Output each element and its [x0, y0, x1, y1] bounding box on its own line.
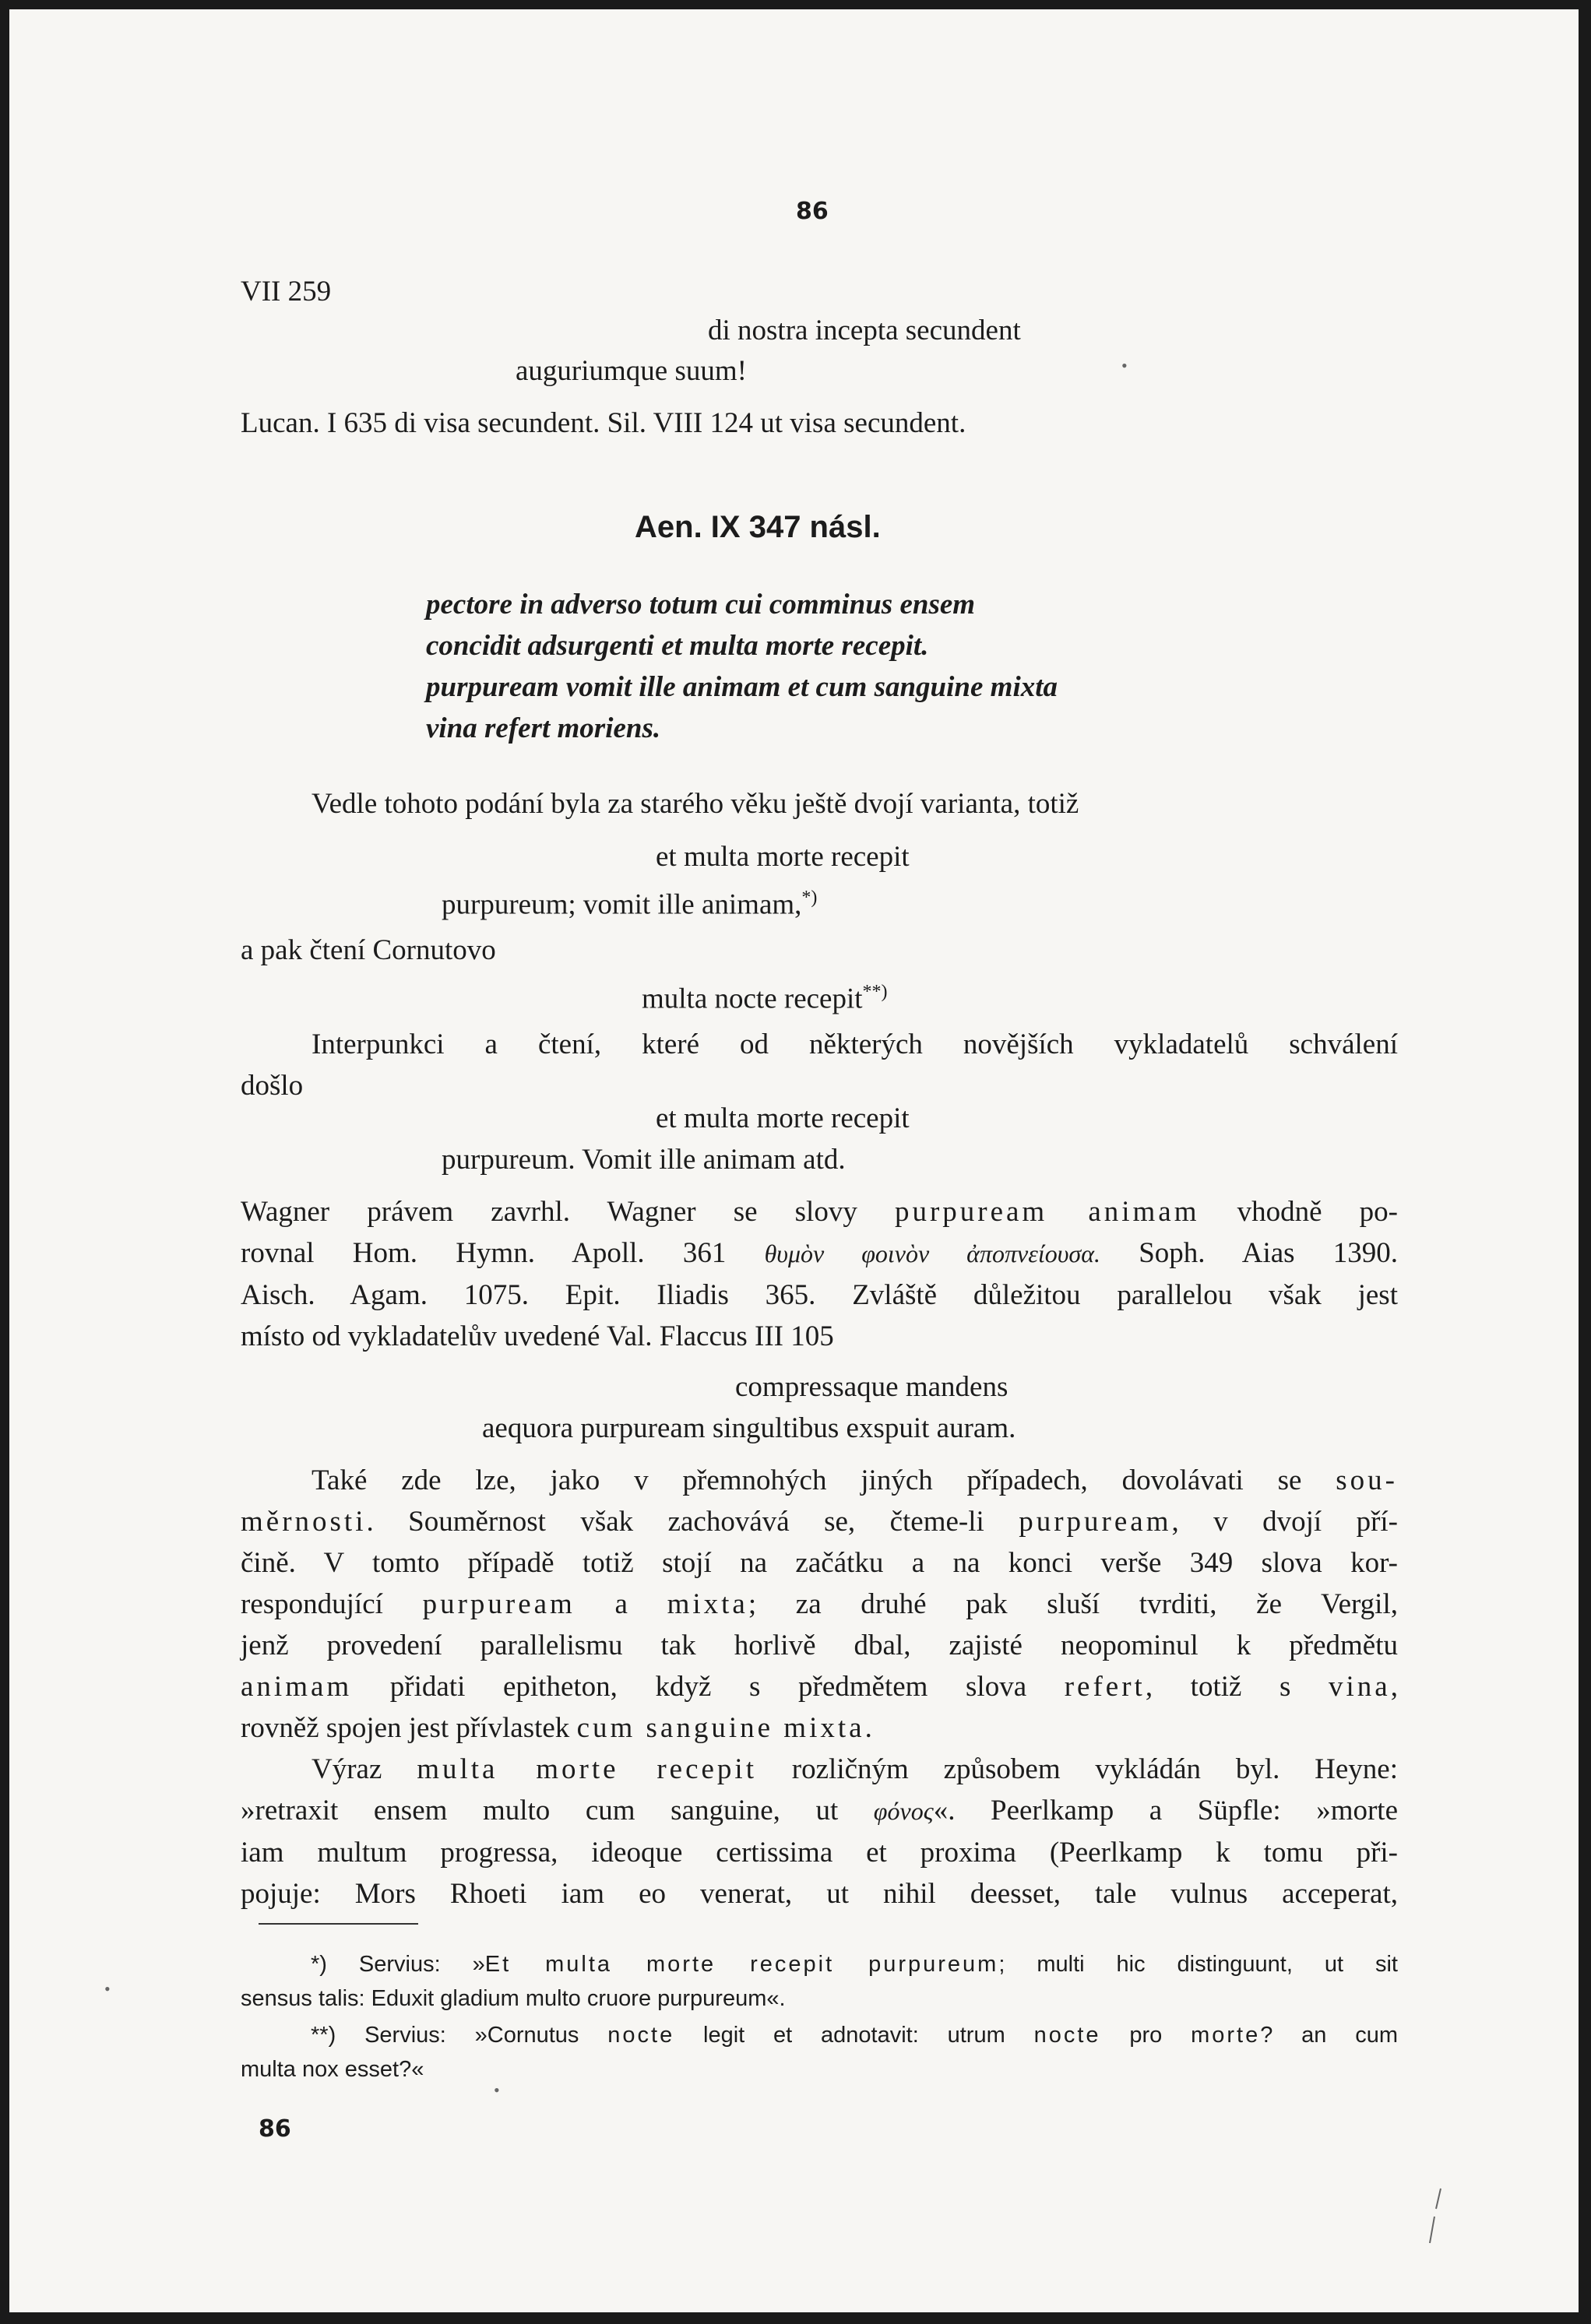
verse-line: et multa morte recepit — [656, 841, 910, 873]
citation-ref: VII 259 — [241, 276, 332, 308]
quote-line: pectore in adverso totum cui comminus ensem — [426, 589, 976, 621]
paragraph: Také zde lze, jako v přemnohých jiných případech, dovolávati se sou- měrnosti. Souměrnost však zachovává se, čteme-li purpuream, v dvojí pří- čině. V tomto případě totiž stojí na začátku a na konci verše 349 slova kor- respondující purpuream a mixta; za druhé pak sluší tvrditi, že Vergil, jenž provedení parallelismu tak horlivě dbal, zajisté neopominul k předmětu animam přidati epitheton, když s předmětem slova refert, totiž s vina, rovněž spojen jest přívlastek cum sanguine mixta. — [241, 1464, 1398, 1744]
quote-line: purpuream vomit ille animam et cum sanguine mixta — [426, 671, 1058, 703]
verse-line: aequora purpuream singultibus exspuit auram. — [482, 1412, 1016, 1444]
quote-line: concidit adsurgenti et multa morte recepit. — [426, 630, 929, 662]
footnote-ref-2: **) — [862, 982, 888, 1002]
verse-line: di nostra incepta secundent — [708, 315, 1021, 346]
paragraph: Wagner právem zavrhl. Wagner se slovy purpuream animam vhodně po- rovnal Hom. Hymn. Apoll. 361 θυμὸν φοινὸν ἀποπνείουσα. Soph. Aias 1390. Aisch. Agam. 1075. Epit. Iliadis 365. Zvláště důležitou parallelou však jest místo od vykladatelův uvedené Val. Flaccus III 105 — [241, 1196, 1399, 1352]
verse-line: multa nocte recepit**) — [642, 982, 888, 1015]
paragraph: Interpunkci a čtení, které od některých novějších vykladatelů schválení došlo — [241, 1028, 1398, 1102]
footnote: *) Servius: »Et multa morte recepit purpureum; multi hic distinguunt, ut sit sensus talis: Eduxit gladium multo cruore purpureum«. — [241, 1952, 1398, 2011]
footnote-ref-1: *) — [801, 888, 818, 908]
parallels-line: Lucan. I 635 di visa secundent. Sil. VIII 124 ut visa secundent. — [241, 407, 966, 439]
pencil-mark — [1419, 2185, 1450, 2248]
verse-line: et multa morte recepit — [656, 1102, 910, 1134]
verse-line: auguriumque suum! — [516, 355, 747, 387]
paragraph-line: Vedle tohoto podání byla za starého věku ještě dvojí varianta, totiž — [312, 788, 1079, 820]
quote-line: vina refert moriens. — [426, 712, 661, 744]
paragraph: Výraz multa morte recepit rozličným způsobem vykládán byl. Heyne: »retraxit ensem multo cum sanguine, ut φόνος«. Peerlkamp a Süpfle: »morte iam multum progressa, ideoque certissima et proxima (Peerlkamp k tomu při- pojuje: Mors Rhoeti iam eo venerat, ut nihil deesset, tale vulnus acceperat, — [241, 1753, 1399, 1910]
document-page — [9, 9, 1579, 2312]
section-heading: Aen. IX 347 násl. — [635, 510, 881, 544]
verse-line: compressaque mandens — [735, 1371, 1008, 1403]
verse-line: purpureum. Vomit ille animam atd. — [442, 1144, 846, 1176]
page-number-top: 86 — [796, 198, 829, 225]
verse-line: purpureum; vomit ille animam,*) — [442, 888, 818, 921]
stray-dot: • — [1121, 356, 1128, 375]
stray-dot: • — [494, 2080, 500, 2100]
footnote: **) Servius: »Cornutus nocte legit et adnotavit: utrum nocte pro morte? an cum multa nox esset?« — [241, 2023, 1399, 2082]
paragraph-line: a pak čtení Cornutovo — [241, 934, 496, 966]
stray-dot: • — [104, 1979, 111, 1999]
page-number-bottom: 86 — [259, 2115, 291, 2143]
footnote-divider — [259, 1923, 418, 1925]
